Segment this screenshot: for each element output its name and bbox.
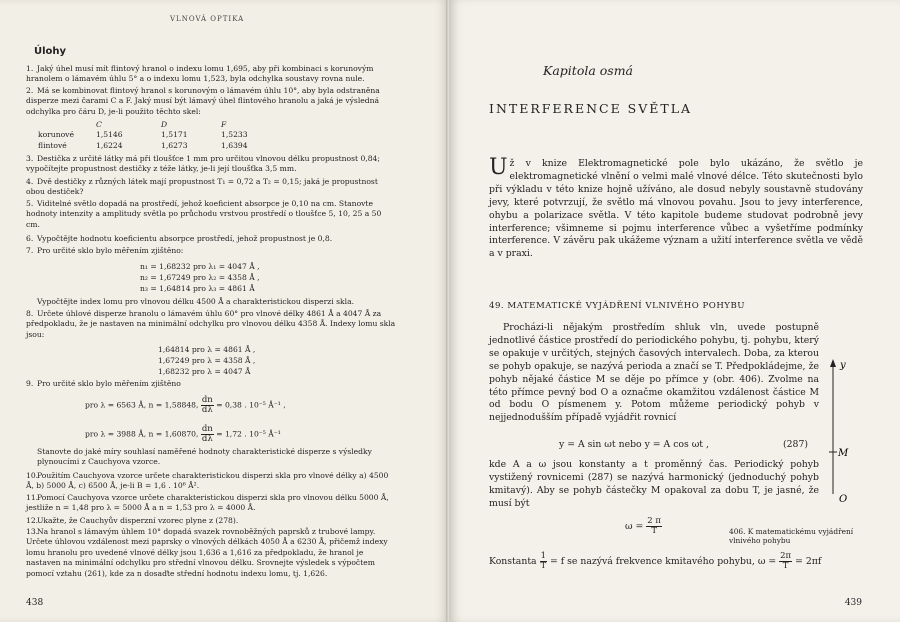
figure-406 — [818, 356, 858, 510]
p7-value: n₁ = 1,68232 pro λ₁ = 4047 Å , — [140, 262, 260, 271]
problem-5: 5. Viditelné světlo dopadá na prostředí, jehož koeficient absorpce je 0,10 na cm. Stanovte hodnoty intenzity a amplitudy světla po průchodu vrstvou prostředí o tloušťce 5, 10, 25 a 50 cm. — [26, 199, 382, 229]
problem-3: 3. Destička z určité látky má při tloušťce 1 mm pro určitou vlnovou délku propustnost 0,84; vypočítejte propustnost destičky z téže látky, je-li její tloušťka 3,5 mm. — [26, 154, 380, 174]
p8-value: 1,67249 pro λ = 4358 Å , — [158, 356, 256, 365]
equation-287: y = A sin ωt nebo y = A cos ωt , — [559, 439, 709, 450]
problem-12: 12.Ukažte, že Cauchyův disperzní vzorec plyne z (278). — [26, 516, 239, 525]
p9-tail: Stanovte do jaké míry souhlasí naměřené hodnoty charakteristické disperze s výsledky plynoucími z Cauchyova vzorce. — [37, 447, 372, 467]
left-page — [0, 0, 449, 622]
problem-11: 11.Pomocí Cauchyova vzorce určete charakteristickou disperzi skla pro vlnovou délku 5000 Å, jestliže n = 1,48 pro λ = 5000 Å a n = 1,53 pro λ = 4000 Å. — [26, 493, 389, 513]
p7-tail: Vypočtějte index lomu pro vlnovou délku 4500 Å a charakteristickou disperzi skla. — [37, 297, 355, 306]
body-paragraph-1: Procházi-li nějakým prostředím shluk vln, uvede postupně jednotlivé částice prostředí do periodického pohybu, tj. pohybu, který se opakuje v určitých, stejných časových intervalech. Doba, za kterou se pohyb opakuje, se nazývá perioda a značí se T. Předpokládejme, že pohyb nějaké částice M se děje po přímce y (obr. 406). Zvolme na této přímce pevný bod O a označme okamžitou vzdálenost částice M od bodu O písmenem y. Potom můžeme periodický pohyb v nejjednodušším případě vyjádřit rovnicí — [489, 322, 819, 424]
section-heading: 49. MATEMATICKÉ VYJÁDŘENÍ VLNIVÉHO POHYBU — [489, 301, 746, 311]
equation-number: (287) — [783, 439, 808, 450]
y-label: y — [840, 360, 846, 371]
page-number-right: 439 — [844, 598, 862, 608]
running-head: VLNOVÁ OPTIKA — [170, 15, 245, 23]
problem-2: 2. Má se kombinovat flintový hranol s korunovým o lámavém úhlu 10°, aby byla odstraněna disperze mezi čarami C a F. Jaký musí být lámavý úhel flintového hranolu a jaká je výsledná odchylka pro čáru D, je-li použito těchto skel: — [26, 86, 380, 116]
problem-8: 8. Určete úhlové disperze hranolu o lámavém úhlu 60° pro vlnové délky 4861 Å a 4047 Å za předpokladu, že je nastaven na minimální odchylku pro vlnovou délku 4358 Å. Indexy lomu skla jsou: — [26, 309, 396, 339]
figure-caption: 406. K matematickému vyjádření vlnivého pohybu — [729, 527, 854, 545]
problem-9: 9. Pro určité sklo bylo měřením zjištěno — [26, 379, 181, 388]
p9-equation-2: pro λ = 3988 Å, n = 1,60870, $\frac{dn}{d\lambda}$ = 1,72 . 10⁻⁵ Å⁻¹ — [85, 424, 281, 444]
frequency-equation: Konstanta $\frac{1}{T}$ = f se nazývá frekvence kmitavého pohybu, ω = $\frac{2\pi}{T}$ = 2πf — [489, 551, 822, 571]
p7-value: n₂ = 1,67249 pro λ₂ = 4358 Å , — [140, 273, 260, 282]
m-label: M — [838, 448, 849, 459]
table-header-row: C D F — [96, 120, 227, 129]
problem-6: 6. Vypočtějte hodnotu koeficientu absorpce prostředí, jehož propustnost je 0,8. — [26, 234, 333, 243]
arrow-head-icon — [830, 359, 836, 367]
drop-cap: U — [489, 155, 508, 180]
p8-value: 1,68232 pro λ = 4047 Å — [158, 367, 251, 376]
problem-4: 4. Dvě destičky z různých látek mají propustnost T₁ = 0,72 a T₂ = 0,15; jaká je propustnost obou destiček? — [26, 177, 378, 197]
p7-value: n₃ = 1,64814 pro λ₃ = 4861 Å — [140, 284, 255, 293]
chapter-title: INTERFERENCE SVĚTLA — [489, 101, 693, 116]
table-row: flintové 1,6224 1,6273 1,6394 — [38, 140, 248, 150]
table-row: korunové 1,5146 1,5171 1,5233 — [38, 130, 248, 140]
problem-7: 7. Pro určité sklo bylo měřením zjištěno: — [26, 246, 184, 255]
chapter-label: Kapitola osmá — [543, 63, 634, 78]
p8-value: 1,64814 pro λ = 4861 Å , — [158, 345, 256, 354]
omega-equation: ω = $\frac{2 \pi}{T}$ — [625, 516, 661, 536]
p9-equation-1: pro λ = 6563 Å, n = 1,58848, $\frac{dn}{d\lambda}$ = 0,38 . 10⁻⁵ Å⁻¹ , — [85, 395, 286, 415]
page-number-left: 438 — [26, 598, 44, 608]
glass-table — [38, 120, 281, 151]
problem-13: 13.Na hranol s lámavým úhlem 10° dopadá svazek rovnoběžných paprsků z trubové lampy. Určete úhlovou vzdálenost mezi paprsky o vlnových délkách 4050 Å a 6230 Å, přičemž indexy lomu hranolu pro uvedené vlnové délky jsou 1,636 a 1,616 za předpokladu, že hranol je nastaven na minimální odchylku pro střední vlnovou délku. Srovnejte výsledek s výpočtem pomocí vztahu (261), kde za n dosaďte střední hodnotu indexu lomu, tj. 1,626. — [26, 527, 388, 578]
axis-diagram — [818, 356, 858, 506]
right-page — [449, 0, 900, 622]
o-label: O — [839, 494, 848, 505]
problem-1: 1. Jaký úhel musí mít flintový hranol o indexu lomu 1,695, aby při kombinaci s korunovým hranolem o lámavém úhlu 5° a o indexu lomu 1,523, byla odchylka soustavy rovna nule. — [26, 64, 374, 84]
body-paragraph-2: kde A a ω jsou konstanty a t proměnný čas. Periodický pohyb vystižený rovnicemi (287) se nazývá harmonický (jednoduchý pohyb kmitavý). Aby se pohyb částečky M opakoval za dobu T, je jasné, že musí být — [489, 459, 819, 509]
intro-paragraph: Už v knize Elektromagnetické pole bylo ukázáno, že světlo je elektromagnetické vlnění o velmi malé vlnové délce. Této skutečnosti bylo při výkladu v této knize hojně užíváno, ale dosud nebyly soustavně studovány jevy, které potvrzují, že světlo má vlnovou povahu. Jsou to jevy interference, ohybu a polarizace světla. V této kapitole budeme studovat podrobně jevy interference; všimneme si pojmu interference vůbec a vyšetříme podmínky interference. V závěru pak ukážeme význam a užití interference světla ve vědě a v praxi. — [489, 155, 863, 260]
section-title: Úlohy — [34, 46, 67, 57]
problem-10: 10.Použitím Cauchyova vzorce určete charakteristickou disperzi skla pro vlnové délky a) 4500 Å, b) 5000 Å, c) 6500 Å, je-li B = 1,6 . 10⁶ Å². — [26, 471, 389, 491]
